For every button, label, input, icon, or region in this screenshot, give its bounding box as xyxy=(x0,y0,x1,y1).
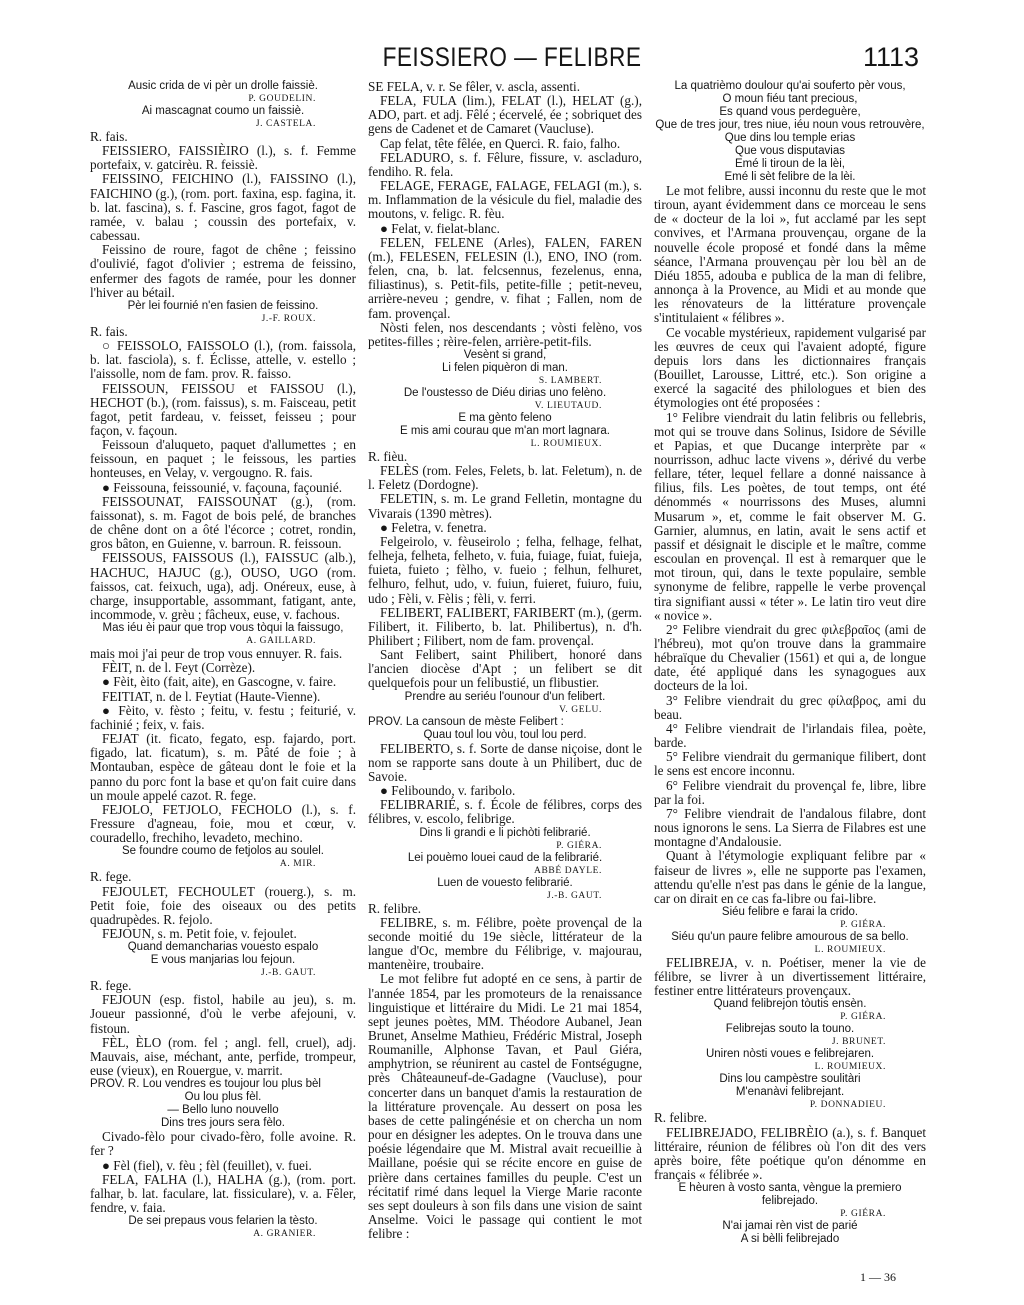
quotation-attribution: P. DONNADIEU. xyxy=(809,1100,886,1111)
entry-paragraph: FEISSOUNAT, FAISSOUNAT (g.), (rom. faissonat), s. m. Fagot de bois pelé, de branches de chêne dont on a ôté l'écorce ; cotret, rondin, gros bâton, en Guienne, v. barroun. R. feissoun. xyxy=(90,493,356,552)
quotation-attribution: L. ROUMIEUX. xyxy=(814,944,886,955)
quotation-attribution: P. GIÉRA. xyxy=(840,919,886,930)
entry-paragraph: FEJOULET, FECHOULET (rouerg.), s. m. Petit foie, foie des oiseaux ou des petits quadrupèdes. R. fejolo. xyxy=(90,883,356,927)
quotation-line: E ma gènto feleno xyxy=(458,411,552,424)
entry-paragraph: FELIBRARIÉ, s. f. École de félibres, corps des félibres, v. escolo, felibrige. xyxy=(368,797,642,827)
entry-paragraph: FELAGE, FERAGE, FALAGE, FELAGI (m.), s. m. Inflammation de la vésicule du fiel, maladie des moutons, v. feligc. R. fèu. xyxy=(368,178,642,222)
quotation-line: De l'oustesso de Diéu dirias uno felèno. xyxy=(403,386,607,399)
quotation-line: N'ai jamai rèn vist de parié xyxy=(722,1220,858,1233)
entry-paragraph: Cap felat, tête fêlée, en Querci. R. faio, falho. xyxy=(380,135,621,151)
quotation-line: De sei prepaus vous felarien la tèsto. xyxy=(128,1215,318,1228)
page-title: FEISSIERO — FELIBRE xyxy=(382,42,642,72)
entry-paragraph: ● Fèit, èito (fait, aite), en Gascogne, v. faire. xyxy=(102,674,337,690)
quotation-line: Quand felibrejon tòutis ensèn. xyxy=(713,998,867,1011)
entry-paragraph: ● Feliboundo, v. faribolo. xyxy=(380,783,516,799)
entry-paragraph: 3° Felibre viendrait du grec φίλαβρος, ami du beau. xyxy=(654,692,926,722)
entry-paragraph: Ce vocable mystérieux, rapidement vulgarisé par les œuvres de ceux qui l'avaient adopté, figure depuis lors dans les dictionnaires français (Bouillet, Larousse, Littré, etc.). Son origine a exercé la sagacité des philologues et bien des étymologies ont été proposées : xyxy=(654,324,926,411)
entry-paragraph: FELADURO, s. f. Fêlure, fissure, v. ascladuro, fendiho. R. fela. xyxy=(368,149,642,179)
quotation-line: Li felen piquèron di man. xyxy=(442,361,568,374)
quotation-line: Uniren nòsti voues e felibrejaren. xyxy=(705,1048,875,1061)
entry-paragraph: Feissino de roure, fagot de chêne ; feissino d'oulivié, fagot d'olivier ; estrema de feissino, enfermer des fagots de ramée, pour les donner l'hiver au bétail. xyxy=(90,242,356,300)
entry-paragraph: ● Feletra, v. fenetra. xyxy=(380,519,487,535)
entry-paragraph: FEJAT (it. ficato, fegato, esp. fajardo, port. figado, lat. ficatum), s. m. Pâté de foie ; à Montauban, espèce de gâteau dont le foie et la panno du porc font la base et qu'on fait cuire dans un moule appelé cazot. R. fege. xyxy=(90,731,356,803)
entry-paragraph: FELETIN, s. m. Le grand Felletin, montagne du Vivarais (1390 mètres). xyxy=(368,491,642,521)
entry-paragraph: SE FELA, v. r. Se fêler, v. ascla, assenti. xyxy=(368,80,581,94)
entry-paragraph: ● Fèl (fiel), v. fèu ; fèl (feuillet), v. fuei. xyxy=(102,1157,312,1173)
quotation-line: Se foundre coumo de fetjolos au soulel. xyxy=(121,845,325,858)
entry-paragraph: FEJOLO, FETJOLO, FECHOLO (l.), s. f. Fressure d'agneau, foie, mou et cœur, v. couradello, frechiho, levadeto, mechino. xyxy=(90,801,356,846)
entry-paragraph: FELA, FALHA (l.), HALHA (g.), (rom. port. falhar, b. lat. faculare, lat. fissiculare), v. a. Fêler, fendre, v. faia. xyxy=(90,1171,356,1215)
quotation-line: Que de tres jour, tres niue, iéu noun vous retrouvère, xyxy=(655,119,925,131)
quotation-attribution: A. GAILLARD. xyxy=(246,636,316,647)
text-column-middle xyxy=(368,80,642,1295)
quotation-attribution: A. GRANIER. xyxy=(253,1229,316,1240)
entry-paragraph: FELIBERTO, s. f. Sorte de danse niçoise, dont le nom se rapporte sans doute à un Philibert, duc de Savoie. xyxy=(368,740,642,784)
quotation-line: Ausic crida de vi pèr un drolle faissiè. xyxy=(128,80,318,92)
page-number: 1113 xyxy=(862,42,919,72)
entry-paragraph: Feissoun d'aluqueto, paquet d'allumettes ; en feissoun, en paquet ; le feissous, les parties honteuses, en Velay, v. vergougno. R. fais. xyxy=(90,437,356,481)
entry-paragraph: FEISSINO, FEICHINO (l.), FAISSINO (l.), FAICHINO (g.), (rom. port. faxina, esp. fagina, it. b. lat. fascina), s. f. Fascine, gros fagot, fagot de ramée, v. balau ; coussin des portefaix, v. cabessau. xyxy=(90,171,356,244)
entry-paragraph: R. felibre. xyxy=(654,1110,708,1126)
entry-paragraph: mais moi j'ai peur de trop vous ennuyer. R. fais. xyxy=(90,646,343,662)
quotation-line: Emé li sèt felibre de la lèi. xyxy=(724,171,856,183)
quotation-attribution: V. GELU. xyxy=(559,704,602,715)
entry-paragraph: R. fièu. xyxy=(368,448,408,464)
entry-paragraph: FEITIAT, n. de l. Feytiat (Haute-Vienne). xyxy=(102,688,321,704)
entry-paragraph: 7° Felibre viendrait de l'andalous filabre, dont nous ignorons le sens. La Sierra de Filabres est une montagne d'Andalousie. xyxy=(654,805,926,850)
entry-paragraph: 5° Felibre viendrait du germanique filibert, dont le sens est encore inconnu. xyxy=(654,749,926,779)
quotation-attribution: P. GIÉRA. xyxy=(840,1209,886,1220)
entry-paragraph: 1° Felibre viendrait du latin felibris ou fellebris, mot qui se trouve dans Solinus, Isidore de Séville et Papias, et que Ducange interprète par « nourrisson, adhuc lacte vivens », dérivé du verbe fellare, téter, lequel fellare a donné naissance à filius, fils. Les poètes, de tout temps, ont été dénommés « nourrissons des Muses, alumni Musarum », et, comme le fait observer M. G. Garnier, alumnus, en latin, avait le sens actif et passif et désignait le disciple et le maître, comme escoulan en provençal. Il est à remarquer que le mot tiroun, qui, dans le texte populaire, semble synonyme de felibre, rappelle le verbe provençal tira signifiant aussi « téter ». Le latin tiro veut dire « novice ». xyxy=(654,409,926,623)
quotation-line: Siéu qu'un paure felibre amourous de sa bello. xyxy=(671,930,909,943)
entry-paragraph: Nòsti felen, nos descendants ; vòsti felèno, vos petites-filles ; rèire-felen, arrière-petit-fils. xyxy=(368,319,642,349)
quotation-attribution: V. LIEUTAUD. xyxy=(534,400,602,411)
entry-paragraph: Le mot felibre, aussi inconnu du reste que le mot tiroun, ayant évidemment dans ce morceau le sens de « docteur de la loi », fut acclamé par les sept convives, et l'Armana prouvençau, organe de la nouvelle école proposé et fondé dans la même séance, l'Armana prouvençau pèr lou bèl an de Diéu 1855, adouba e publica de la man di felibre, annonça à la Provence, au Midi et au monde que les rénovateurs de la littérature provençale s'intitulaient « félibres ». xyxy=(654,183,926,326)
entry-paragraph: Quant à l'étymologie expliquant felibre par « faiseur de livres », elle ne supporte pas l'examen, attendu qu'elle n'est pas dans le génie de la langue, car on dirait en ce cas fa-libre ou fai-libre. xyxy=(654,848,926,906)
signature-mark: 1 — 36 xyxy=(860,1270,896,1284)
entry-paragraph: FELIBREJADO, FELIBRÈIO (a.), s. f. Banquet littéraire, réunion de félibres où l'on dit des vers après boire, fête poétique qu'on dénomme en français « félibrée ». xyxy=(654,1124,926,1183)
entry-paragraph: R. fais. xyxy=(90,323,128,339)
entry-paragraph: FELÈS (rom. Feles, Felets, b. lat. Feletum), n. de l. Feletz (Dordogne). xyxy=(368,463,642,493)
entry-paragraph: 2° Felibre viendrait du grec φιλεβραῖος (ami de l'hébreu), mot qu'on trouve dans la grammaire hébraïque du Chevalier (1561) et qui a, de longue date, été appliqué dans les synagogues aux docteurs de la loi. xyxy=(654,621,926,694)
quotation-attribution: P. GOUDELIN. xyxy=(248,94,316,104)
entry-paragraph: Civado-fèlo pour civado-fèro, folle avoine. R. fer ? xyxy=(90,1129,356,1159)
entry-paragraph: FEISSOUS, FAISSOUS (l.), FAISSUC (alb.), HACHUC, HAJUC (g.), OUSO, UGO (rom. faissos, cat. feixuch, uga), adj. Onéreux, euse, à charge, insupportable, assommant, fatigant, ante, incommode, v. grèu ; fâcheux, euse, v. fachous. xyxy=(90,550,356,622)
entry-paragraph: Le mot felibre fut adopté en ce sens, à partir de l'année 1854, par les promoteurs de la renaissance linguistique et littéraire du Midi. Le 21 mai 1854, sept jeunes poètes, MM. Théodore Aubanel, Jean Brunet, Anselme Mathieu, Frédéric Mistral, Joseph Roumanille, Alphonse Tavan, et Paul Giéra, amphytrion, se réunirent au castel de Fontségugne, près Châteauneuf-de-Gadagne (Vaucluse), pour concerter dans un banquet d'amis la restauration de la littérature provençale. Au dessert on posa les bases de cette palingénésie et on chercha un nom pour en désigner les adeptes. On le trouva dans une poésie légendaire que M. Mistral avait recueillie à Maillane, poésie qui se récite encore en guise de prière dans certaines familles du peuple. C'est un récitatif rimé dans lequel la Vierge Marie raconte ses sept douleurs à son fils dans une vision de saint Anselme. Voici le passage qui contient le mot felibre : xyxy=(368,971,642,1242)
entry-paragraph: FEISSIERO, FAISSIÈIRO (l.), s. f. Femme portefaix, v. gatcirèu. R. feissiè. xyxy=(90,143,356,173)
quotation-attribution: J.-F. ROUX. xyxy=(261,313,316,324)
quotation-attribution: L. ROUMIEUX. xyxy=(530,438,602,449)
entry-paragraph: FELIBERT, FALIBERT, FARIBERT (m.), (germ. Filibert, it. Filiberto, b. lat. Philibertus), n. d'h. Philibert ; Filibert, nom de fam. provençal. xyxy=(368,604,642,648)
quotation-line: Quau toul lou vòu, toul lou perd. xyxy=(423,728,587,741)
quotation-line: Vesènt si grand, xyxy=(463,348,547,361)
quotation-line: E mis ami courau que m'an mort lagnara. xyxy=(400,424,610,437)
quotation-line: Emé li tiroun de la lèi, xyxy=(735,158,845,170)
entry-paragraph: ● Felat, v. fielat-blanc. xyxy=(380,220,500,236)
quotation-attribution: P. GIÉRA. xyxy=(840,1012,886,1023)
quotation-line: Ou lou plus fèl. xyxy=(184,1091,262,1104)
quotation-line: Mas iéu èi paur que trop vous tòqui la faissugo, xyxy=(102,622,344,635)
quotation-line: O moun fiéu tant precious, xyxy=(722,93,858,105)
quotation-line: Prendre au seriéu l'ounour d'un felibert. xyxy=(404,690,606,703)
quotation-line: Quand demancharias vouesto espalo xyxy=(127,941,319,954)
entry-paragraph: 4° Felibre viendrait de l'irlandais filea, poète, barde. xyxy=(654,720,926,751)
quotation-line: Es quand vous perdeguère, xyxy=(719,106,861,118)
quotation-attribution: J. BRUNET. xyxy=(831,1037,886,1048)
quotation-attribution: J.-B. GAUT. xyxy=(547,890,602,901)
entry-paragraph: R. fege. xyxy=(90,869,132,885)
quotation-attribution: L. ROUMIEUX. xyxy=(814,1062,886,1073)
quotation-line: Lei pouèmo louei caud de la felibrarié. xyxy=(407,851,603,864)
entry-paragraph: R. felibre. xyxy=(368,900,422,916)
quotation-line: Dins lou campèstre soulitàri xyxy=(719,1073,861,1086)
running-head xyxy=(0,42,1024,82)
entry-paragraph: FELIBRE, s. m. Félibre, poète provençal de la seconde moitié du 19e siècle, littérateur de la langue d'Oc, membre du Félibrige, v. majourau, mantenèire, troubaire. xyxy=(368,914,642,973)
quotation-line: La quatrièmo doulour qu'ai souferto pèr vous, xyxy=(674,80,906,92)
quotation-attribution: S. LAMBERT. xyxy=(538,375,602,386)
entry-paragraph: ○ FEISSOLO, FAISSOLO (l.), (rom. faissola, b. lat. fasciola), s. f. Éclisse, attelle, v. estello ; l'aissolle, nom de fam. prov. R. faisso. xyxy=(90,338,356,382)
entry-paragraph: FELIBREJA, v. n. Poétiser, mener la vie de félibre, se livrer à un divertissement littéraire, festiner entre littérateurs provençaux. xyxy=(654,954,926,999)
text-column-right xyxy=(654,80,926,1295)
quotation-line: Siéu felibre e farai la crido. xyxy=(721,905,859,918)
entry-paragraph: FELA, FULA (lim.), FELAT (l.), HELAT (g.), ADO, part. et adj. Fêlé ; écervelé, ée ; sobriquet des gens de Cadenet et de Camaret (Vaucluse). xyxy=(368,93,642,137)
entry-paragraph: FELEN, FELENE (Arles), FALEN, FAREN (m.), FELESEN, FELESIN (l.), ENO, INO (rom. felen, cna, b. lat. felcsennus, fezelenus, enna, filiastinus), s. Petit-fils, petite-fille ; petit-neveu, arrière-neveu ; gendre, v. fihat ; Fallen, nom de fam. provençal. xyxy=(368,234,642,321)
quotation-attribution: J. CASTELA. xyxy=(255,119,316,129)
quotation-line: Dins li grandi e li pichòti felibrarié. xyxy=(419,826,591,839)
text-column-left xyxy=(90,80,356,1295)
quotation-line: Pèr lei fournié n'en fasien de feissino. xyxy=(127,299,319,312)
entry-paragraph: Sant Felibert, saint Philibert, honoré dans l'ancien diocèse d'Apt ; un felibert se dit quelquefois pour un felibustié, un flibustier. xyxy=(368,647,642,691)
entry-paragraph: FEISSOUN, FEISSOU et FAISSOU (l.), HECHOT (b.), (rom. faissus), s. m. Faisceau, petit fagot, petit fardeau, v. feisset, feisseu ; pour façon, v. façoun. xyxy=(90,380,356,438)
quotation-line: E hèuren à vosto santa, vèngue la premiero felibrejado. xyxy=(678,1182,902,1208)
entry-paragraph: 6° Felibre viendrait du provençal fe, libre, libre par la foi. xyxy=(654,777,926,807)
entry-paragraph: FÈIT, n. de l. Feyt (Corrèze). xyxy=(102,660,256,676)
entry-paragraph: R. fais. xyxy=(90,129,128,144)
quotation-attribution: P. GIÉRA. xyxy=(556,840,602,851)
quotation-line: Que vous disputavias xyxy=(735,145,845,157)
quotation-line: E vous manjarias lou fejoun. xyxy=(150,954,296,967)
proverb-line: PROV. R. Lou vendres es toujour lou plus bèl xyxy=(90,1078,321,1091)
entry-paragraph: ● Fèito, v. fèsto ; feitu, v. festu ; feiturié, v. fachinié ; feix, v. fais. xyxy=(90,702,356,732)
quotation-line: Ai mascagnat coumo un faissiè. xyxy=(141,105,305,117)
quotation-attribution: ABBÉ DAYLE. xyxy=(533,865,602,876)
entry-paragraph: FÈL, ÈLO (rom. fel ; angl. fell, cruel), adj. Mauvais, aise, méchant, ante, perfide, trompeur, euse (vieux), en Rouergue, v. marrit. xyxy=(90,1034,356,1079)
quotation-line: M'enanàvi felibrejant. xyxy=(735,1086,845,1099)
quotation-line: A si bèlli felibrejado xyxy=(740,1233,840,1246)
quotation-attribution: A. MIR. xyxy=(279,859,316,870)
quotation-attribution: J.-B. GAUT. xyxy=(261,968,316,979)
quotation-line: Dins tres jours sera fèlo. xyxy=(161,1117,285,1130)
entry-paragraph: FEJOUN (esp. fistol, habile au jeu), s. m. Joueur passionné, d'où le verbe afejouni, v. fistoun. xyxy=(90,992,356,1036)
entry-paragraph: R. fege. xyxy=(90,978,132,994)
quotation-line: — Bello luno nouvello xyxy=(167,1104,279,1117)
quotation-line: Que dins lou temple erias xyxy=(724,132,856,144)
proverb-line: PROV. La cansoun de mèste Felibert : xyxy=(368,715,564,728)
entry-paragraph: Felgeirolo, v. fèuseirolo ; felha, felhage, felhat, felheja, felheta, felheto, v. fuia, fuiage, fuiat, fuieja, fuieta, fuieto ; fèlho, v. fueio ; felhun, felhuret, felhuro, felhut, udo, v. fuiun, fuieret, fuiuro, fuiu, udo ; Fèli, v. Fèlis ; fèli, v. ferri. xyxy=(368,533,642,606)
quotation-line: Luen de vouesto felibrarié. xyxy=(437,876,573,889)
entry-paragraph: ● Feissouna, feissounié, v. façouna, façounié. xyxy=(102,479,343,495)
entry-paragraph: FEJOUN, s. m. Petit foie, v. fejoulet. xyxy=(102,925,297,941)
quotation-line: Felibrejas souto la touno. xyxy=(725,1023,855,1036)
